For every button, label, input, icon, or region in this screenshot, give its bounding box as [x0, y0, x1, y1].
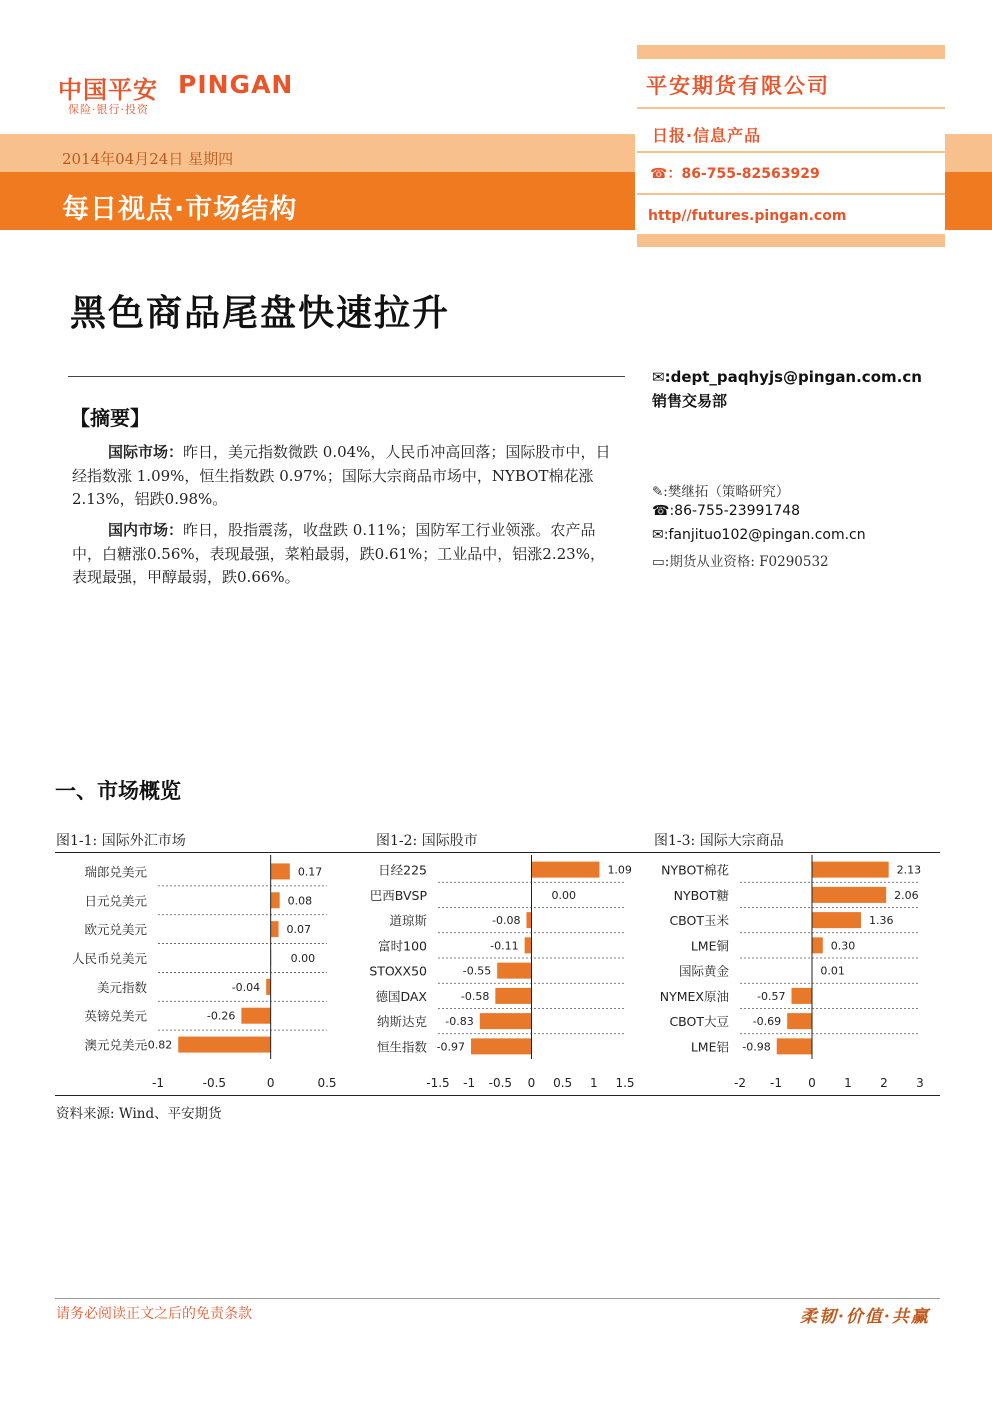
tick-label: -1 [463, 1076, 476, 1090]
data-label: -0.26 [206, 1009, 236, 1023]
bar [812, 887, 886, 903]
data-label: -0.04 [231, 980, 261, 994]
summary-domestic [72, 519, 617, 590]
dept-email[interactable] [652, 368, 922, 386]
bar [471, 1038, 531, 1054]
category-label: 美元指数 [96, 979, 147, 995]
bar [812, 862, 889, 878]
category-label: STOXX50 [369, 963, 427, 979]
data-label: 1.09 [607, 863, 632, 877]
footer-disclaimer: 请务必阅读正文之后的免责条款 [56, 1306, 252, 1322]
data-label: 0.08 [287, 894, 313, 908]
tick-label: 1.5 [615, 1076, 635, 1090]
info-divider [637, 151, 945, 153]
headline: 黑色商品尾盘快速拉升 [70, 293, 451, 334]
data-label: 0.30 [830, 939, 856, 953]
tick-label: 1 [844, 1076, 852, 1090]
data-label: 0.17 [297, 865, 323, 879]
category-label: 恒生指数 [376, 1039, 427, 1055]
company-name: 平安期货有限公司 [646, 74, 830, 98]
bar [812, 937, 823, 953]
footer-divider [55, 1298, 940, 1299]
info-divider [637, 193, 945, 195]
analyst-license-text: :期货从业资格: F0290532 [664, 554, 829, 570]
category-label: 澳元兑美元 [84, 1037, 147, 1053]
category-label: NYBOT糖 [673, 887, 729, 903]
info-divider [637, 107, 945, 109]
category-label: 道琼斯 [389, 913, 427, 929]
category-label: 国际黄金 [678, 963, 729, 979]
summary-text: 昨日，股指震荡，收盘跌 0.11%；国防军工行业领涨。农产品中，白糖涨0.56%，表现最强，菜粕最弱，跌0.61%；工业品中，铝涨2.23%，表现最强，甲醇最弱，跌0.66%。 [72, 521, 605, 586]
category-label: 富时100 [378, 938, 427, 954]
chart-fx [55, 853, 355, 1095]
header-band-right-orange [945, 172, 992, 230]
data-label: -0.83 [445, 1015, 474, 1029]
summary-label: 国际市场： [108, 443, 184, 461]
book-icon: ▭ [652, 554, 665, 570]
analyst-phone [652, 503, 800, 519]
tick-label: 0.5 [317, 1076, 337, 1090]
dept-email-text: :dept_paqhyjs@pingan.com.cn [664, 368, 922, 386]
chart-title-stocks: 图1-2: 国际股市 [376, 833, 478, 849]
bar [271, 892, 280, 908]
category-label: 纳斯达克 [376, 1014, 427, 1030]
data-label: -0.57 [757, 989, 786, 1003]
analyst-name [652, 480, 789, 500]
category-label: 日元兑美元 [84, 893, 147, 909]
bar [532, 862, 600, 878]
category-label: 巴西BVSP [369, 887, 427, 903]
category-label: 英镑兑美元 [84, 1008, 147, 1024]
analyst-phone-text: :86-755-23991748 [669, 503, 801, 519]
data-source: 资料来源: Wind、平安期货 [56, 1106, 222, 1122]
summary-title: 【摘要】 [70, 406, 150, 430]
chart-title-fx: 图1-1: 国际外汇市场 [56, 833, 186, 849]
data-label: 0.00 [551, 888, 576, 902]
company-phone [650, 163, 820, 183]
data-label: 0.00 [290, 952, 316, 965]
tick-label: 2 [880, 1076, 888, 1090]
category-label: 瑞郎兑美元 [84, 864, 147, 880]
tick-label: 0 [527, 1076, 536, 1090]
logo-tagline: 保险·银行·投资 [68, 103, 149, 116]
bar [495, 988, 531, 1004]
analyst-license [652, 550, 829, 570]
category-label: 人民币兑美元 [71, 951, 147, 966]
pen-icon: ✎: [652, 484, 668, 500]
data-label: -0.08 [492, 914, 521, 928]
section-heading: 一、市场概览 [55, 779, 181, 803]
phone-icon: ☎： [650, 166, 682, 182]
tick-label: -1 [152, 1076, 164, 1090]
bar [266, 979, 271, 995]
analyst-email-text: :fanjituo102@pingan.com.cn [663, 527, 866, 543]
logo-cn: 中国平安 [58, 76, 158, 104]
header-band-right-light [945, 134, 992, 172]
summary-label: 国内市场： [108, 521, 184, 539]
dept-name: 销售交易部 [652, 392, 728, 410]
company-phone-number: 86-755-82563929 [681, 166, 820, 182]
data-label: 1.36 [868, 914, 894, 928]
bar [241, 1008, 270, 1024]
bar [777, 1038, 812, 1054]
category-label: NYMEX原油 [659, 988, 729, 1004]
data-label: 2.13 [896, 863, 922, 877]
tick-label: -0.5 [488, 1076, 513, 1090]
category-label: CBOT大豆 [669, 1014, 729, 1030]
tick-label: 0 [266, 1076, 275, 1090]
category-label: LME铝 [690, 1039, 729, 1055]
bar [271, 921, 279, 937]
data-label: 0.01 [820, 964, 845, 978]
chart-title-commodities: 图1-3: 国际大宗商品 [654, 833, 784, 849]
category-label: 日经225 [378, 862, 427, 878]
bar [271, 863, 290, 879]
data-label: -0.11 [490, 939, 519, 953]
data-label: -0.98 [742, 1040, 771, 1054]
company-url[interactable]: http//futures.pingan.com [648, 208, 847, 224]
phone-icon: ☎ [652, 503, 670, 519]
tick-label: 3 [916, 1076, 924, 1090]
bar [525, 937, 532, 953]
analyst-email[interactable] [652, 527, 866, 543]
summary-text: 昨日，美元指数微跌 0.04%，人民币冲高回落；国际股市中，日经指数涨 1.09%，恒生指数跌 0.97%；国际大宗商品市场中，NYBOT棉花涨2.13%，铝跌0.98%。 [72, 443, 611, 508]
bar [497, 963, 531, 979]
data-label: -0.58 [460, 989, 490, 1003]
category-label: 欧元兑美元 [84, 922, 147, 938]
tick-label: -0.5 [202, 1076, 227, 1090]
summary-international [72, 441, 617, 512]
chart-stocks [355, 853, 645, 1095]
footer-slogan: 柔韧·价值·共赢 [800, 1307, 930, 1327]
bar [791, 988, 812, 1004]
data-label: 2.06 [894, 888, 919, 902]
bar [178, 1037, 270, 1053]
tick-label: -2 [734, 1076, 746, 1090]
report-section: 每日视点·市场结构 [62, 194, 298, 225]
mail-icon: ✉ [652, 527, 664, 543]
analyst-name-text: 樊继拓（策略研究） [667, 484, 790, 500]
data-label: -0.55 [462, 964, 492, 978]
data-label: -0.82 [143, 1038, 173, 1052]
category-label: NYBOT棉花 [661, 862, 729, 878]
category-label: 德国DAX [375, 988, 427, 1004]
data-label: 0.07 [286, 923, 312, 937]
bar [787, 1013, 812, 1029]
chart-frame-bottom [55, 1095, 940, 1096]
tick-label: 1 [590, 1076, 598, 1090]
divider [68, 376, 625, 377]
data-label: -0.97 [436, 1040, 466, 1054]
bar [812, 912, 861, 928]
bar [527, 912, 532, 928]
product-type: 日报·信息产品 [652, 126, 762, 145]
tick-label: 0.5 [553, 1076, 573, 1090]
bar [480, 1013, 532, 1029]
logo-en: PINGAN [178, 70, 294, 99]
report-date: 2014年04月24日 星期四 [62, 150, 234, 168]
info-box-top-band [637, 45, 945, 59]
category-label: CBOT玉米 [669, 913, 729, 929]
chart-commodities [645, 853, 940, 1095]
tick-label: -1 [770, 1076, 782, 1090]
category-label: LME铜 [690, 938, 729, 954]
tick-label: -1.5 [426, 1076, 450, 1090]
data-label: -0.69 [752, 1015, 782, 1029]
tick-label: 0 [808, 1076, 816, 1090]
mail-icon: ✉ [652, 368, 665, 386]
info-box-bottom-band [637, 234, 945, 247]
